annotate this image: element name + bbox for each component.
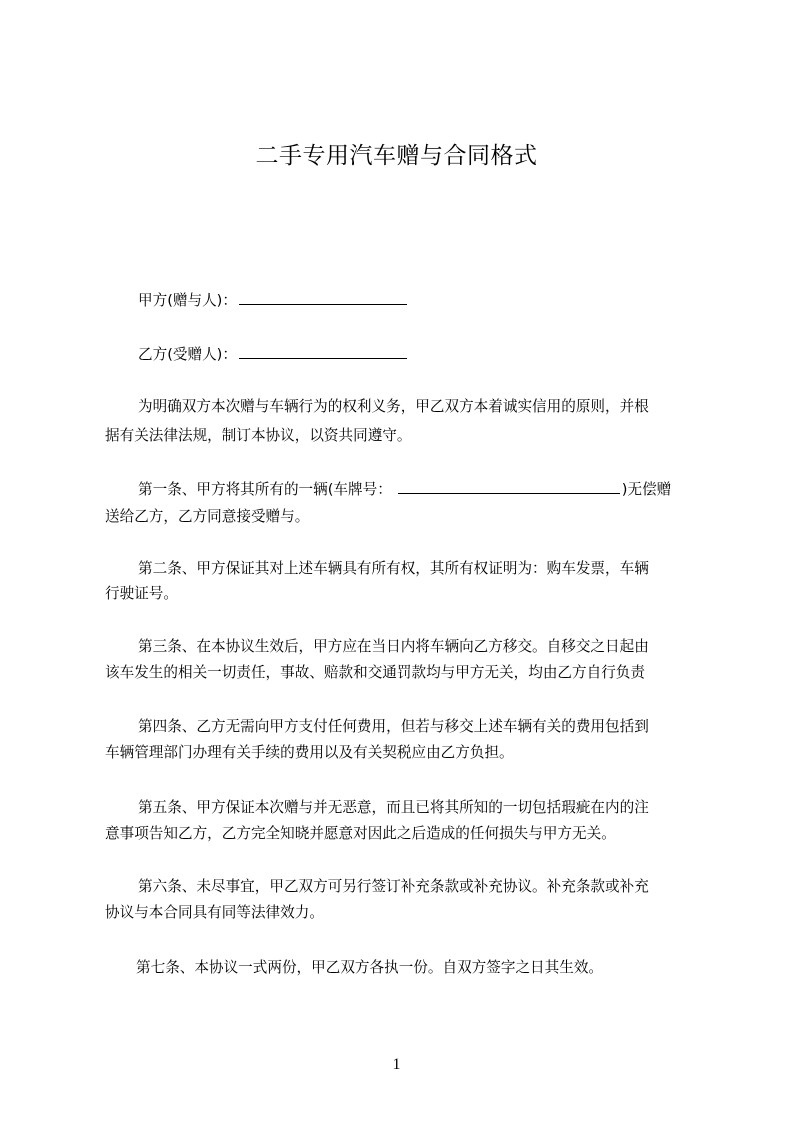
document-title: 二手专用汽车赠与合同格式 — [255, 143, 538, 169]
clause-5-line-1: 第五条、甲方保证本次赠与并无恶意，而且已将其所知的一切包括瑕疵在内的注 — [138, 799, 649, 816]
clause-5-line-2: 意事项告知乙方，乙方完全知晓并愿意对因此之后造成的任何损失与甲方无关。 — [105, 825, 616, 842]
clause-4-line-1: 第四条、乙方无需向甲方支付任何费用，但若与移交上述车辆有关的费用包括到 — [138, 718, 649, 735]
license-plate-blank[interactable] — [398, 479, 620, 494]
page-number: 1 — [392, 1056, 401, 1073]
party-b-line — [105, 344, 738, 365]
clause-3-line-2: 该车发生的相关一切责任，事故、赔款和交通罚款均与甲方无关，均由乙方自行负责 — [105, 664, 645, 681]
clause-3-line-1: 第三条、在本协议生效后，甲方应在当日内将车辆向乙方移交。自移交之日起由 — [138, 638, 649, 655]
clause-2-line-2: 行驶证号。 — [105, 585, 178, 602]
party-a-line — [105, 290, 738, 311]
clause-1-line-1 — [105, 479, 738, 500]
party-a-label: 甲方(赠与人)： — [138, 292, 237, 309]
clause-1-text-after: )无偿赠 — [621, 481, 672, 498]
party-b-label: 乙方(受赠人)： — [138, 346, 237, 363]
clause-1-line-2: 送给乙方，乙方同意接受赠与。 — [105, 508, 310, 525]
clause-4-line-2: 车辆管理部门办理有关手续的费用以及有关契税应由乙方负担。 — [105, 744, 514, 761]
clause-1-text-before: 第一条、甲方将其所有的一辆(车牌号： — [138, 481, 392, 498]
preamble-line-1: 为明确双方本次赠与车辆行为的权利义务，甲乙双方本着诚实信用的原则，并根 — [138, 398, 649, 415]
party-a-blank[interactable] — [239, 290, 407, 305]
clause-7-line-1: 第七条、本协议一式两份，甲乙双方各执一份。自双方签字之日其生效。 — [136, 959, 604, 976]
clause-6-line-1: 第六条、未尽事宜，甲乙双方可另行签订补充条款或补充协议。补充条款或补充 — [138, 878, 649, 895]
preamble-line-2: 据有关法律法规，制订本协议，以资共同遵守。 — [105, 427, 412, 444]
clause-2-line-1: 第二条、甲方保证其对上述车辆具有所有权，其所有权证明为：购车发票，车辆 — [138, 560, 649, 577]
clause-6-line-2: 协议与本合同具有同等法律效力。 — [105, 904, 324, 921]
party-b-blank[interactable] — [239, 344, 407, 359]
